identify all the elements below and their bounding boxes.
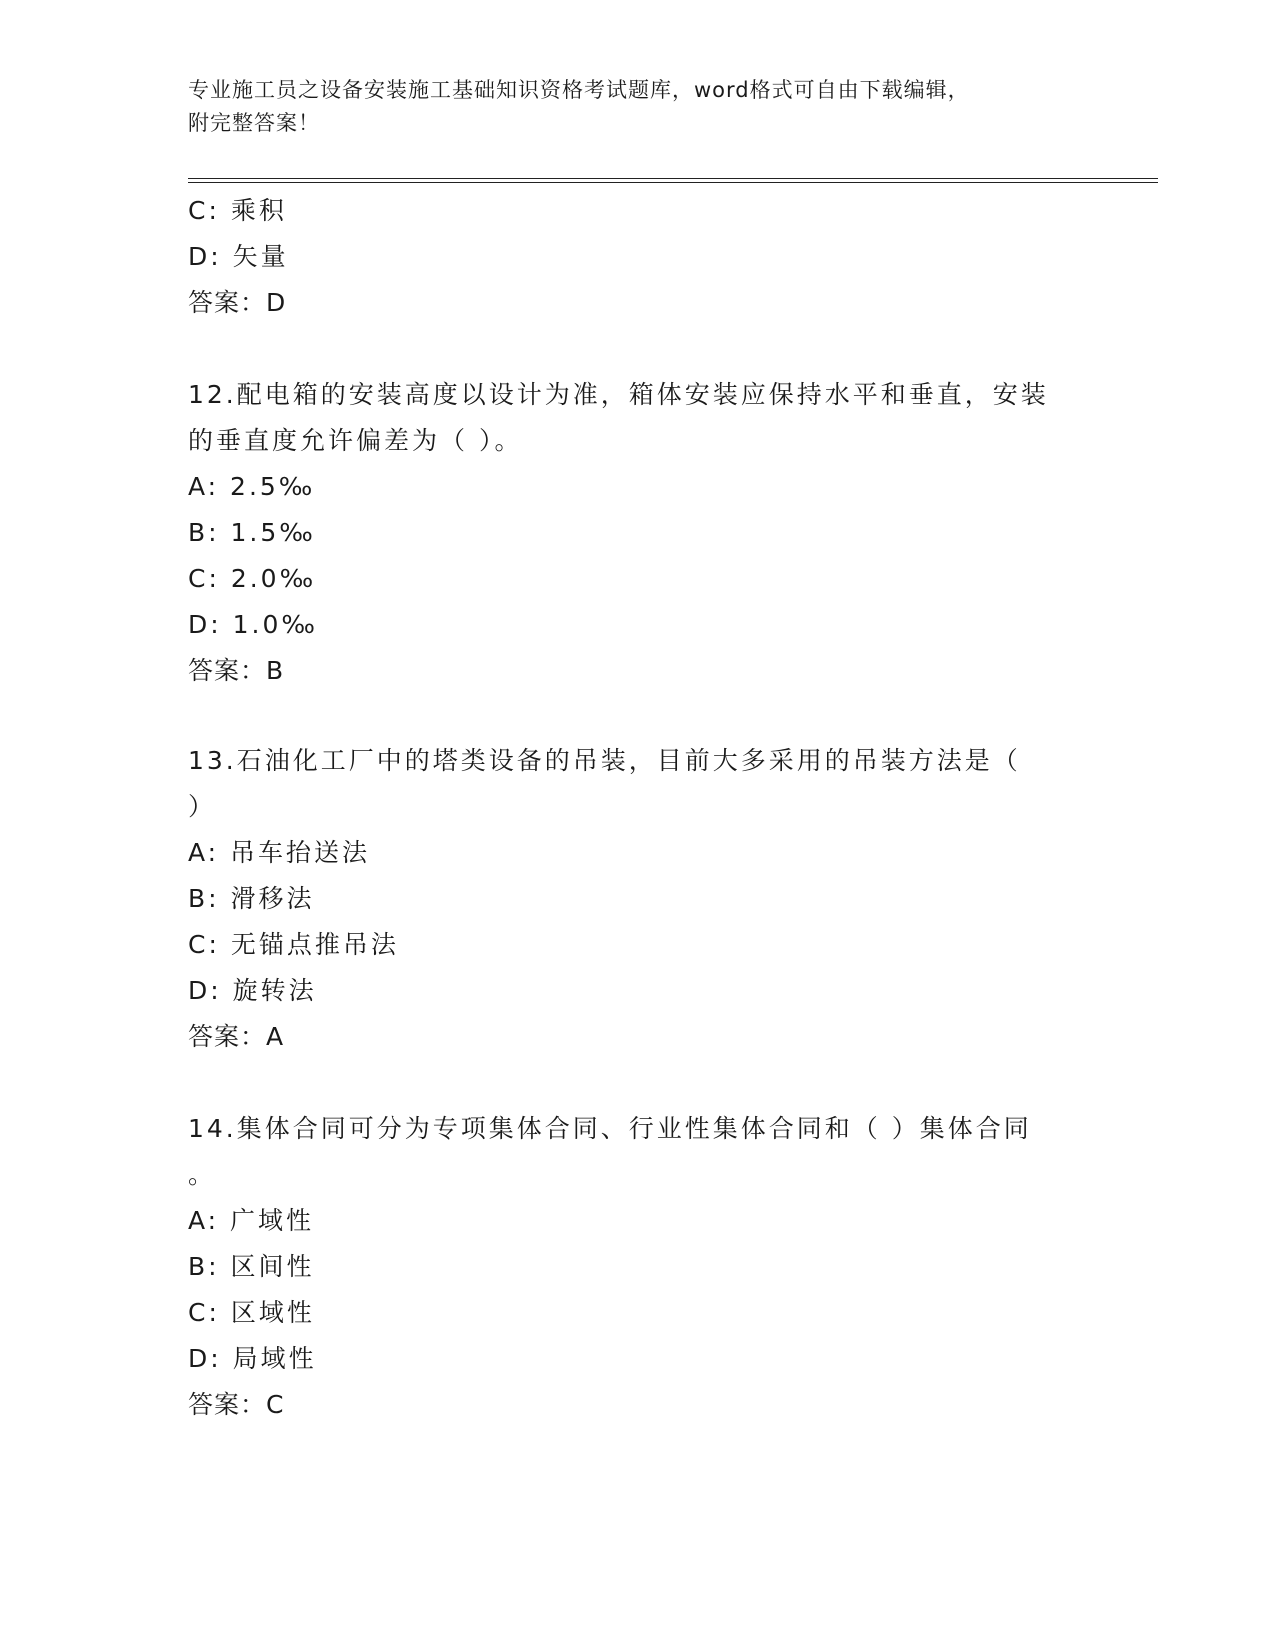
q14-option-c: C: 区域性 (188, 1298, 315, 1327)
q14-answer: 答案：C (188, 1390, 285, 1419)
q13-option-d: D: 旋转法 (188, 976, 317, 1005)
header-divider-double (188, 182, 1158, 183)
header-divider (188, 178, 1158, 179)
q12-option-a: A: 2.5‰ (188, 472, 316, 501)
header-line-2: 附完整答案！ (188, 111, 320, 135)
q14-option-d: D: 局域性 (188, 1344, 317, 1373)
page-header (188, 74, 1088, 140)
q12-stem-line-2: 的垂直度允许偏差为（ ）。 (188, 426, 523, 455)
q14-option-b: B: 区间性 (188, 1252, 315, 1281)
q12-option-d: D: 1.0‰ (188, 610, 318, 639)
q12-stem-line-1: 12.配电箱的安装高度以设计为准，箱体安装应保持水平和垂直，安装 (188, 380, 1049, 409)
q12-option-c: C: 2.0‰ (188, 564, 317, 593)
q13-stem-line-2: ） (188, 792, 217, 821)
q12-answer: 答案：B (188, 656, 285, 685)
header-line-1: 专业施工员之设备安装施工基础知识资格考试题库，word格式可自由下载编辑， (188, 78, 970, 102)
q11-option-d: D: 矢量 (188, 242, 289, 271)
q13-option-c: C: 无锚点推吊法 (188, 930, 399, 959)
q14-stem-line-2: 。 (188, 1160, 217, 1189)
q11-option-c: C: 乘积 (188, 196, 287, 225)
q13-option-a: A: 吊车抬送法 (188, 838, 371, 867)
q12-option-b: B: 1.5‰ (188, 518, 316, 547)
q14-stem-line-1: 14.集体合同可分为专项集体合同、行业性集体合同和（ ）集体合同 (188, 1114, 1032, 1143)
q13-option-b: B: 滑移法 (188, 884, 315, 913)
q14-option-a: A: 广域性 (188, 1206, 315, 1235)
q13-stem-line-1: 13.石油化工厂中的塔类设备的吊装，目前大多采用的吊装方法是（ (188, 746, 1021, 775)
q13-answer: 答案：A (188, 1022, 285, 1051)
q11-answer: 答案：D (188, 288, 287, 317)
